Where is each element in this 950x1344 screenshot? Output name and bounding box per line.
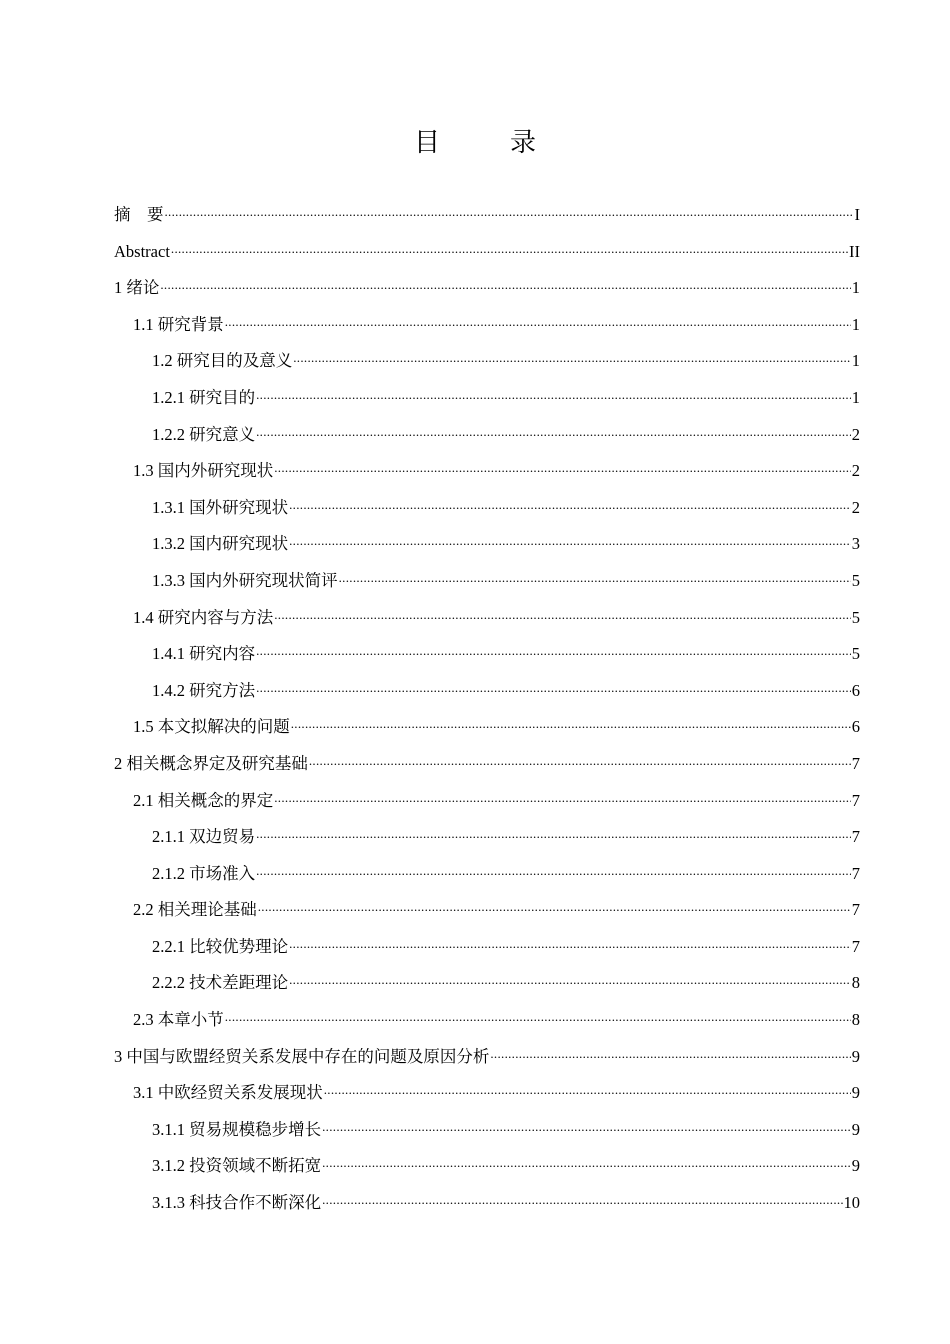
dot-leader: [256, 862, 851, 879]
toc-entry-title: 1 绪论: [114, 278, 160, 298]
dot-leader: [309, 752, 851, 769]
toc-entry-title: 1.4 研究内容与方法: [133, 607, 274, 627]
toc-entry-page-number: 3: [851, 534, 860, 554]
toc-entry-page-number: 1: [851, 387, 860, 407]
dot-leader: [256, 679, 851, 696]
toc-entry[interactable]: [114, 380, 860, 417]
dot-leader: [289, 935, 851, 952]
toc-entry[interactable]: [114, 636, 860, 673]
toc-entry-page-number: 9: [851, 1083, 860, 1103]
toc-entry-title: 3.1.3 科技合作不断深化: [152, 1193, 322, 1213]
dot-leader: [160, 277, 850, 294]
toc-entry-title: 3.1 中欧经贸关系发展现状: [133, 1083, 323, 1103]
toc-entry-title: 2 相关概念界定及研究基础: [114, 753, 308, 773]
toc-entry[interactable]: [114, 490, 860, 527]
toc-entry[interactable]: [114, 307, 860, 344]
dot-leader: [274, 606, 851, 623]
toc-entry-page-number: 5: [851, 644, 860, 664]
dot-leader: [256, 423, 851, 440]
toc-entry-title: 1.3.2 国内研究现状: [152, 534, 289, 554]
dot-leader: [256, 826, 851, 843]
toc-entry-page-number: 5: [851, 607, 860, 627]
dot-leader: [322, 1155, 851, 1172]
toc-entry-title: 2.1.2 市场准入: [152, 863, 256, 883]
toc-entry[interactable]: [114, 270, 860, 307]
toc-entry-title: 3 中国与欧盟经贸关系发展中存在的问题及原因分析: [114, 1046, 490, 1066]
toc-entry[interactable]: [114, 563, 860, 600]
toc-entry-title: 3.1.1 贸易规模稳步增长: [152, 1119, 322, 1139]
toc-entry-page-number: 7: [851, 827, 860, 847]
toc-entry[interactable]: [114, 1112, 860, 1149]
toc-entry-title: 摘 要: [114, 205, 164, 224]
dot-leader: [322, 1118, 851, 1135]
toc-entry-title: 1.3 国内外研究现状: [133, 461, 274, 481]
toc-entry-page-number: 7: [851, 900, 860, 920]
toc-entry[interactable]: [114, 1002, 860, 1039]
toc-entry[interactable]: [114, 1185, 860, 1222]
toc-entry[interactable]: [114, 526, 860, 563]
toc-entry-page-number: II: [849, 241, 860, 261]
toc-entry[interactable]: [114, 709, 860, 746]
dot-leader: [289, 496, 851, 513]
toc-entry-title: 1.3.1 国外研究现状: [152, 497, 289, 517]
dot-leader: [258, 899, 851, 916]
toc-entry-title: 1.2 研究目的及意义: [152, 351, 293, 371]
toc-entry-page-number: 7: [851, 753, 860, 773]
toc-entry-page-number: 1: [851, 351, 860, 371]
toc-entry-title: 1.4.2 研究方法: [152, 680, 256, 700]
toc-entry-page-number: 2: [851, 461, 860, 481]
toc-entry[interactable]: [114, 600, 860, 637]
dot-leader: [225, 1009, 851, 1026]
toc-entry-page-number: 1: [851, 314, 860, 334]
toc-entry[interactable]: [114, 1148, 860, 1185]
toc-entry-page-number: I: [854, 205, 860, 224]
toc-entry-title: 1.5 本文拟解决的问题: [133, 717, 290, 737]
toc-entry-title: 2.1 相关概念的界定: [133, 790, 274, 810]
toc-entry-page-number: 5: [851, 570, 860, 590]
toc-entry-title: 1.3.3 国内外研究现状简评: [152, 570, 338, 590]
toc-entry[interactable]: [114, 783, 860, 820]
toc-entry-page-number: 9: [851, 1119, 860, 1139]
dot-leader: [289, 972, 851, 989]
toc-entry[interactable]: [114, 1075, 860, 1112]
toc-entry-page-number: 2: [851, 497, 860, 517]
dot-leader: [274, 460, 851, 477]
toc-entry-title: 2.2 相关理论基础: [133, 900, 257, 920]
dot-leader: [291, 716, 851, 733]
toc-entry[interactable]: [114, 819, 860, 856]
dot-leader: [165, 204, 854, 221]
toc-entry[interactable]: [114, 673, 860, 710]
dot-leader: [171, 240, 848, 257]
dot-leader: [256, 643, 851, 660]
toc-entry[interactable]: [114, 453, 860, 490]
toc-entry-title: 1.1 研究背景: [133, 314, 224, 334]
toc-entry[interactable]: [114, 234, 860, 271]
toc-entry-page-number: 7: [851, 863, 860, 883]
toc-entry-page-number: 1: [851, 278, 860, 298]
dot-leader: [256, 386, 851, 403]
toc-entry[interactable]: [114, 965, 860, 1002]
toc-entry-page-number: 8: [851, 973, 860, 993]
toc-entry-title: 3.1.2 投资领域不断拓宽: [152, 1156, 322, 1176]
toc-entry-title: 2.2.2 技术差距理论: [152, 973, 289, 993]
dot-leader: [289, 533, 851, 550]
toc-entry-page-number: 9: [851, 1046, 860, 1066]
toc-entry-page-number: 8: [851, 1010, 860, 1030]
toc-entry[interactable]: [114, 892, 860, 929]
dot-leader: [324, 1082, 851, 1099]
toc-entry[interactable]: [114, 417, 860, 454]
dot-leader: [225, 313, 851, 330]
dot-leader: [293, 350, 851, 367]
toc-entry[interactable]: [114, 929, 860, 966]
toc-entry-page-number: 2: [851, 424, 860, 444]
toc-entry[interactable]: [114, 856, 860, 893]
toc-entry-page-number: 9: [851, 1156, 860, 1176]
toc-entry-title: 2.1.1 双边贸易: [152, 827, 256, 847]
toc-entry-page-number: 7: [851, 790, 860, 810]
toc-entry-title: 2.3 本章小节: [133, 1010, 224, 1030]
toc-entry[interactable]: [114, 343, 860, 380]
dot-leader: [274, 789, 851, 806]
page-title: 目 录: [413, 128, 558, 158]
toc-entry-title: Abstract: [114, 241, 170, 261]
toc-entry-title: 1.2.1 研究目的: [152, 387, 256, 407]
toc-entry[interactable]: [114, 1039, 860, 1076]
toc-entry-page-number: 10: [843, 1193, 860, 1213]
dot-leader: [339, 569, 851, 586]
toc-entry-page-number: 6: [851, 680, 860, 700]
dot-leader: [322, 1192, 842, 1209]
table-of-contents: [114, 197, 860, 1222]
toc-entry-title: 2.2.1 比较优势理论: [152, 936, 289, 956]
toc-entry[interactable]: [114, 197, 860, 234]
toc-entry[interactable]: [114, 746, 860, 783]
toc-entry-page-number: 7: [851, 936, 860, 956]
dot-leader: [490, 1045, 850, 1062]
toc-entry-title: 1.2.2 研究意义: [152, 424, 256, 444]
toc-entry-page-number: 6: [851, 717, 860, 737]
toc-entry-title: 1.4.1 研究内容: [152, 644, 256, 664]
